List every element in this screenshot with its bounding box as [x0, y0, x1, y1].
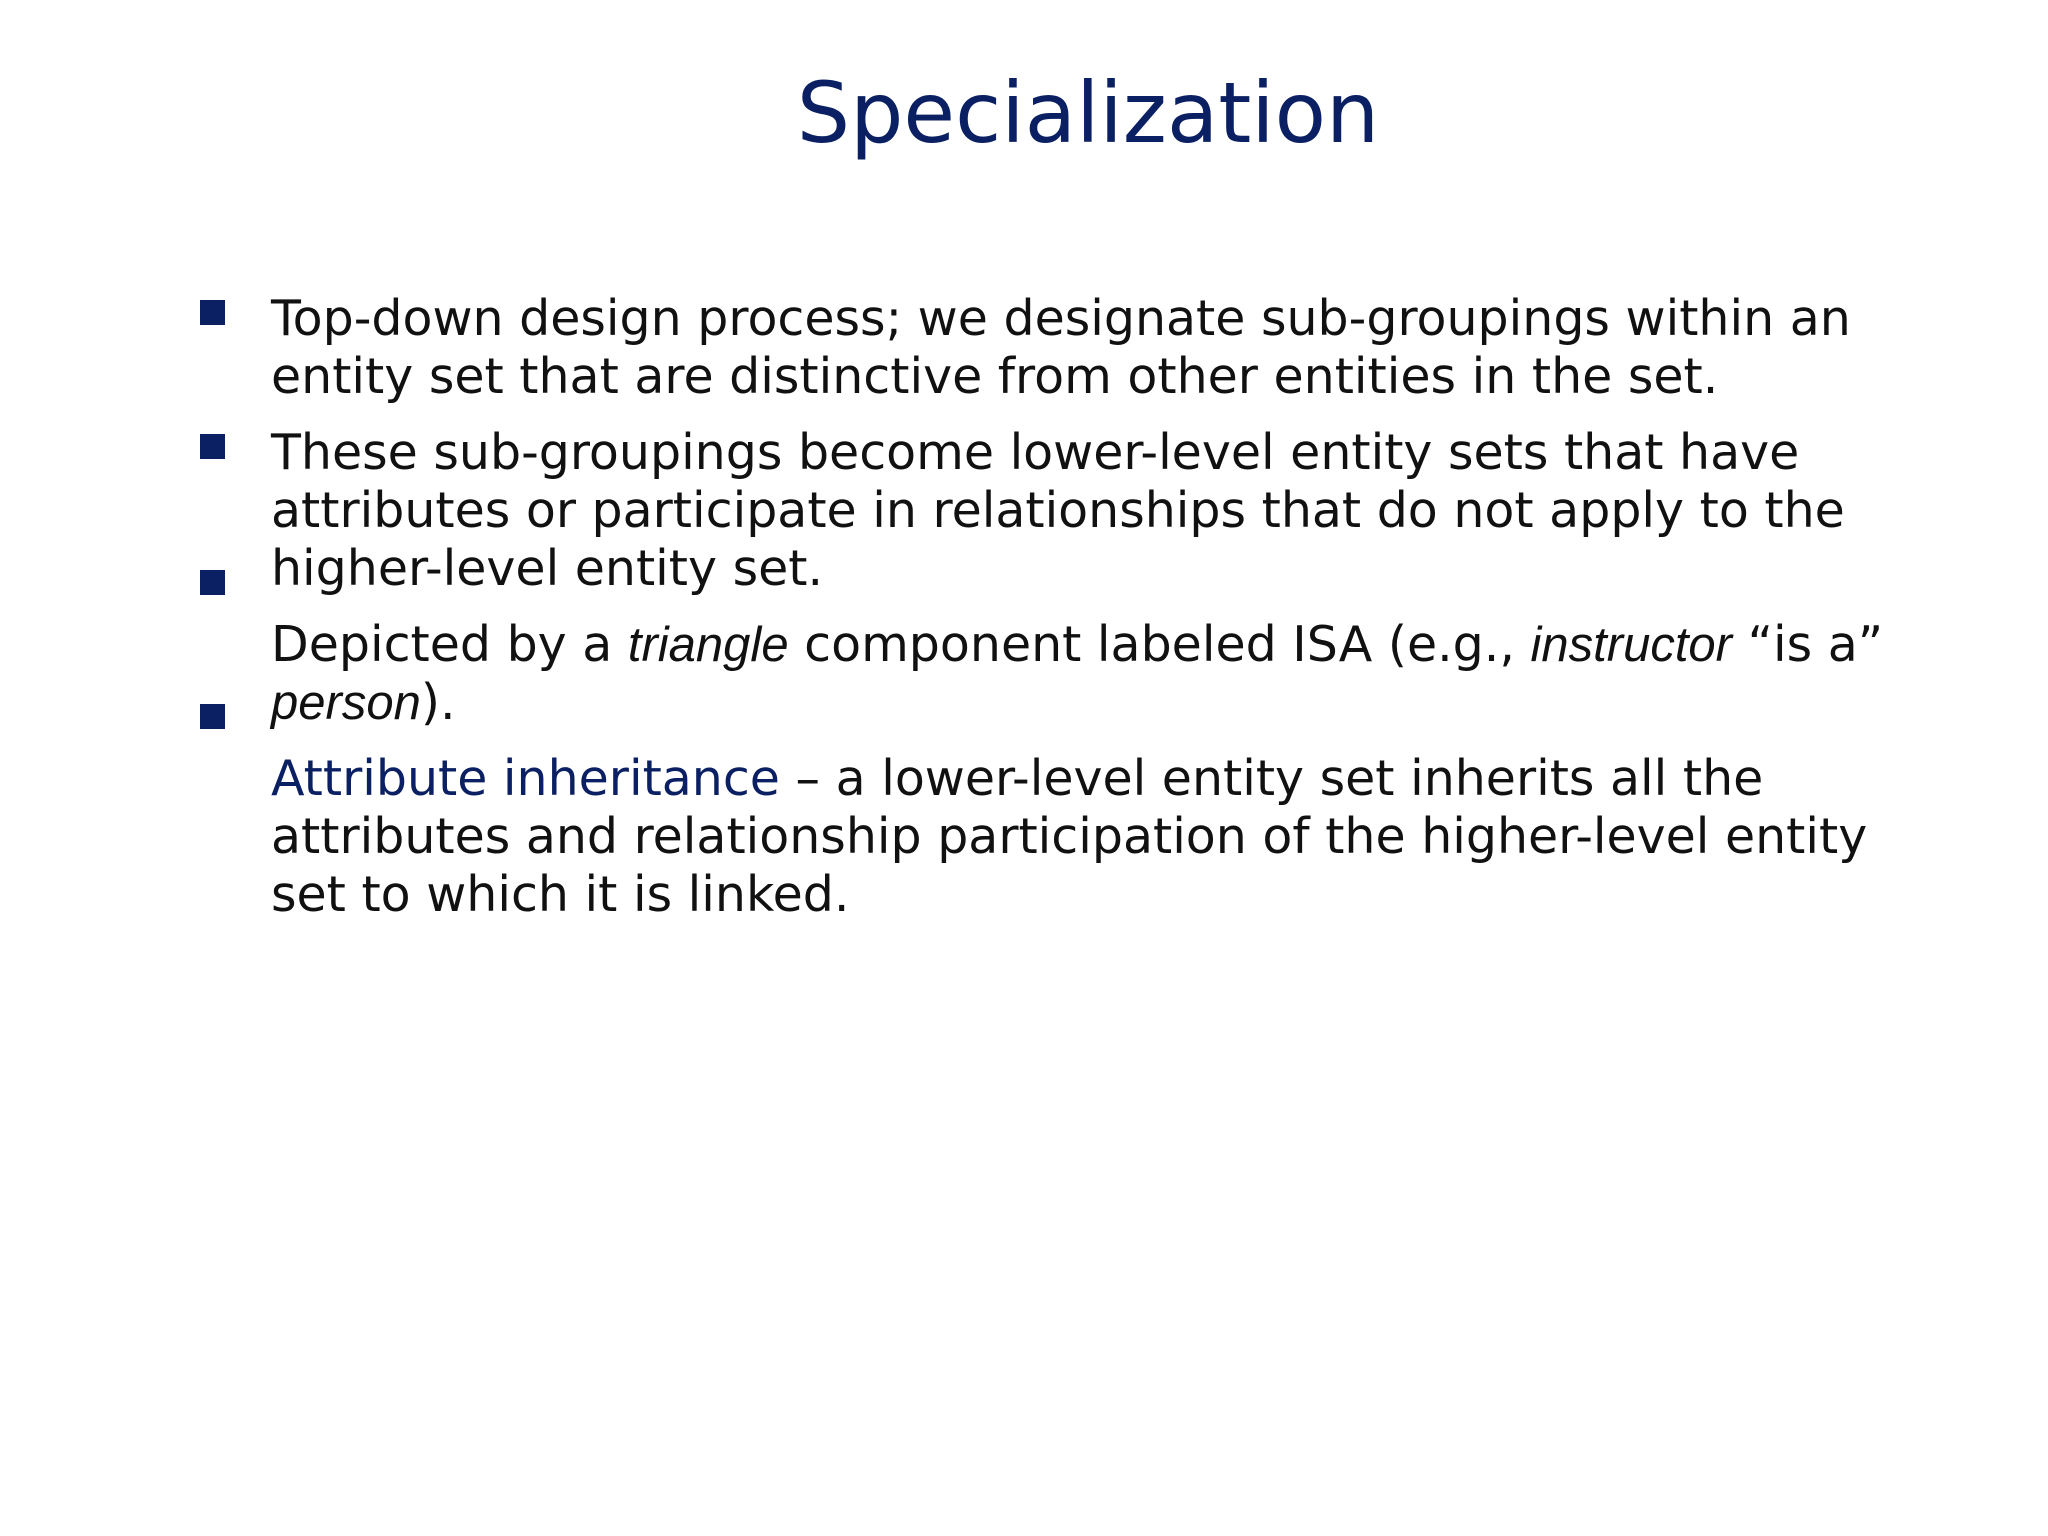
square-bullet-icon [200, 570, 225, 595]
isa-text-4: ). [420, 674, 456, 731]
bullet-2-line-3: higher-level entity set. [271, 540, 824, 597]
inheritance-definition: – a lower-level entity set inherits all the [779, 750, 1764, 807]
triangle-term: triangle [627, 618, 789, 672]
isa-text-2: component labeled ISA (e.g., [788, 616, 1531, 673]
bullet-2-line-2: attributes or participate in relationships that do not apply to the [271, 482, 1845, 539]
isa-text-1: Depicted by a [271, 616, 628, 673]
square-bullet-icon [200, 704, 225, 729]
bullet-3-line-1 [271, 616, 1883, 674]
instructor-term: instructor [1530, 618, 1733, 672]
person-term: person [271, 676, 421, 730]
bullet-4-line-3: set to which it is linked. [271, 866, 850, 923]
bullet-1-line-1: Top-down design process; we designate sub-groupings within an [271, 290, 1851, 347]
bullet-4-line-2: attributes and relationship participation of the higher-level entity [271, 808, 1868, 865]
slide-title: Specialization [796, 64, 1380, 162]
isa-text-3: “is a” [1732, 616, 1884, 673]
bullet-4-line-1 [271, 750, 1763, 808]
attribute-inheritance-term: Attribute inheritance [271, 750, 780, 807]
bullet-2-line-1: These sub-groupings become lower-level entity sets that have [271, 424, 1800, 481]
square-bullet-icon [200, 434, 225, 459]
bullet-3-line-2 [271, 674, 456, 732]
bullet-1-line-2: entity set that are distinctive from other entities in the set. [271, 348, 1719, 405]
square-bullet-icon [200, 300, 225, 325]
